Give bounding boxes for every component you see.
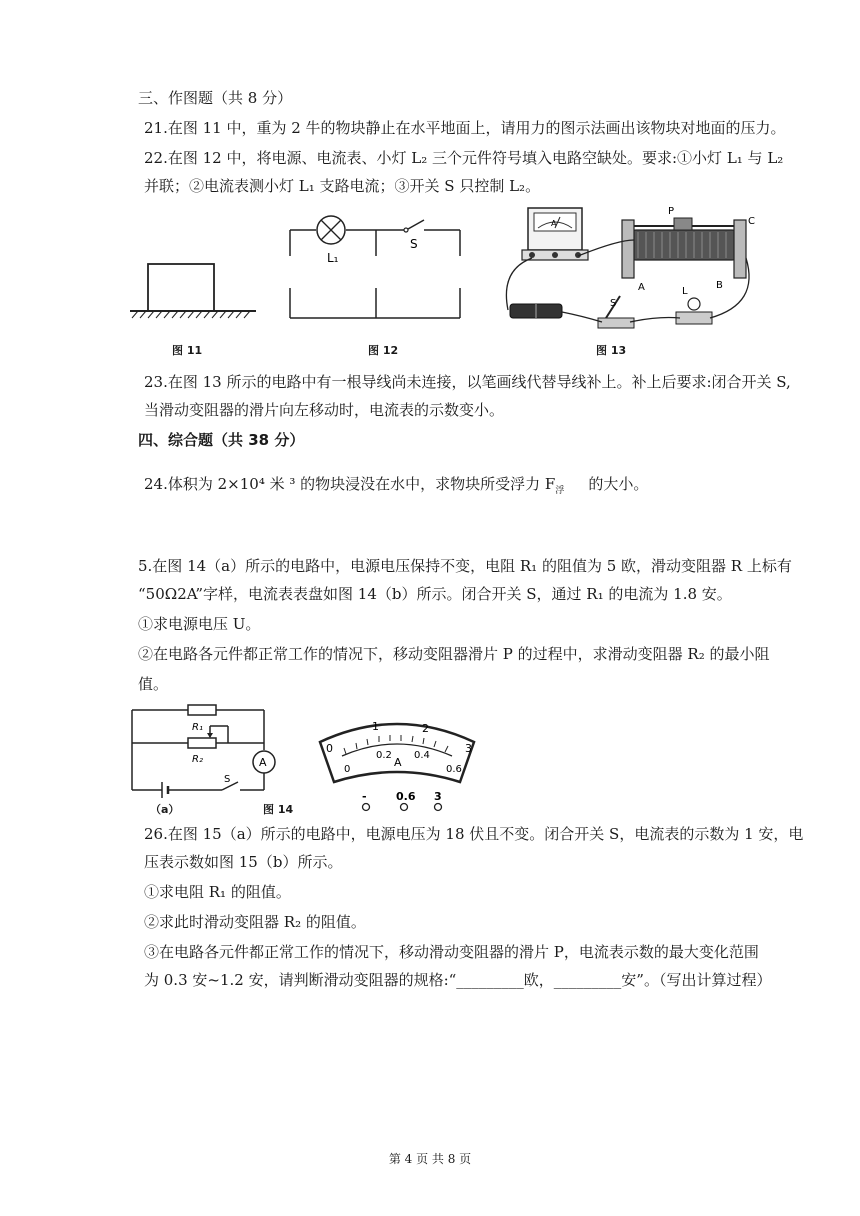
- dial-top-label-0: 0: [326, 742, 333, 755]
- figure-11-caption: 图 11: [172, 344, 203, 357]
- question-26-part-3-line-1: ③在电路各元件都正常工作的情况下，移动滑动变阻器的滑片 P，电流表示数的最大变化范围: [144, 943, 759, 961]
- question-26-part-2: ②求此时滑动变阻器 R₂ 的阻值。: [144, 913, 366, 931]
- figure-14a-switch-label: S: [224, 774, 231, 785]
- page-footer: 第 4 页 共 8 页: [388, 1152, 472, 1166]
- question-21: 21.在图 11 中，重为 2 牛的物块静止在水平地面上，请用力的图示法画出该物块对地面的压力。: [144, 119, 786, 137]
- figure-13-meter-label: A: [551, 219, 557, 228]
- section-4-heading: 四、综合题（共 38 分）: [138, 431, 305, 449]
- figure-11-block-on-ground: [128, 255, 258, 325]
- figure-14a-circuit: [126, 700, 296, 814]
- figure-14-caption: 图 14: [263, 803, 294, 816]
- question-26-part-1: ①求电阻 R₁ 的阻值。: [144, 883, 291, 901]
- terminal-label-0-6: 0.6: [396, 790, 416, 803]
- question-26-line-1: 26.在图 15（a）所示的电路中，电源电压为 18 伏且不变。闭合开关 S，电流表的示数为 1 安，电: [144, 825, 804, 843]
- figure-13-label-b: B: [716, 280, 723, 291]
- question-24-subscript: 浮: [555, 486, 565, 496]
- figure-14a-caption: （a）: [150, 803, 180, 816]
- question-25-line-1: 5.在图 14（a）所示的电路中，电源电压保持不变，电阻 R₁ 的阻值为 5 欧，滑动变阻器 R 上标有: [138, 557, 792, 575]
- question-26-line-2: 压表示数如图 15（b）所示。: [144, 853, 343, 871]
- figure-13-label-s: S: [610, 298, 617, 309]
- question-22-line-1: 22.在图 12 中，将电源、电流表、小灯 L₂ 三个元件符号填入电路空缺处。要求:①小灯 L₁ 与 L₂: [144, 149, 784, 167]
- figure-13-physical-circuit: [498, 200, 766, 338]
- figure-13-label-c: C: [748, 216, 755, 227]
- figure-14a-ammeter-label: A: [259, 756, 267, 769]
- question-25-part-2-line-2: 值。: [138, 675, 169, 693]
- figure-14a-r2-label: R₂: [192, 754, 203, 765]
- question-25-part-1: ①求电源电压 U。: [138, 615, 261, 633]
- dial-top-label-2: 2: [422, 722, 429, 735]
- terminal-label-3: 3: [434, 790, 442, 803]
- figure-13-label-l: L: [682, 286, 688, 297]
- question-22-line-2: 并联；②电流表测小灯 L₁ 支路电流；③开关 S 只控制 L₂。: [144, 177, 541, 195]
- dial-top-label-3: 3: [465, 742, 472, 755]
- figure-13-caption: 图 13: [596, 344, 627, 357]
- dial-top-label-1: 1: [372, 720, 379, 733]
- dial-bottom-label-1: 0.2: [376, 750, 392, 761]
- question-23-line-2: 当滑动变阻器的滑片向左移动时，电流表的示数变小。: [144, 401, 505, 419]
- dial-bottom-label-0: 0: [344, 764, 351, 775]
- question-24: [144, 474, 648, 501]
- figure-12-switch-label: S: [410, 237, 418, 251]
- terminal-label-negative: -: [362, 790, 367, 803]
- figure-12-caption: 图 12: [368, 344, 399, 357]
- figure-13-label-p: P: [668, 206, 675, 217]
- figure-13-label-a: A: [638, 282, 645, 293]
- figure-12-circuit: [282, 208, 467, 328]
- question-25-line-2: “50Ω2A”字样，电流表表盘如图 14（b）所示。闭合开关 S，通过 R₁ 的电流为 1.8 安。: [138, 585, 732, 603]
- section-3-heading: 三、作图题（共 8 分）: [138, 89, 293, 107]
- figure-12-lamp-label: L₁: [327, 251, 339, 265]
- dial-bottom-label-3: 0.6: [446, 764, 462, 775]
- question-25-part-2-line-1: ②在电路各元件都正常工作的情况下，移动变阻器滑片 P 的过程中，求滑动变阻器 R₂ 的最小阻: [138, 645, 770, 663]
- question-23-line-1: 23.在图 13 所示的电路中有一根导线尚未连接，以笔画线代替导线补上。补上后要求:闭合开关 S,: [144, 373, 791, 391]
- question-26-part-3-line-2: 为 0.3 安~1.2 安，请判断滑动变阻器的规格:“_________欧，_________安”。（写出计算过程）: [144, 971, 772, 989]
- dial-bottom-label-2: 0.4: [414, 750, 430, 761]
- question-24-tail: 的大小。: [588, 475, 649, 493]
- figure-14b-ammeter-dial: [312, 712, 482, 812]
- dial-unit: A: [394, 756, 402, 769]
- question-24-text: 24.体积为 2×10⁴ 米 ³ 的物块浸没在水中，求物块所受浮力 F: [144, 475, 556, 493]
- figure-14a-r1-label: R₁: [192, 722, 203, 733]
